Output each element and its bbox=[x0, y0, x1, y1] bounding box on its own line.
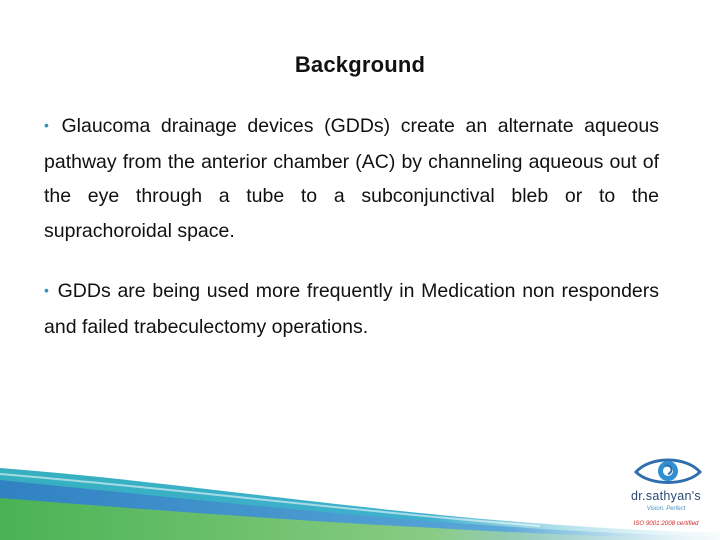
bullet-item-2 bbox=[44, 274, 659, 344]
bullet-marker: • bbox=[44, 282, 49, 298]
eye-icon bbox=[632, 452, 704, 488]
bullet-item-1 bbox=[44, 109, 659, 248]
bullet-marker: • bbox=[44, 117, 49, 133]
logo bbox=[618, 452, 714, 536]
bullet-text: GDDs are being used more frequently in Medication non responders and failed trabeculectomy operations. bbox=[44, 280, 660, 338]
decorative-waves bbox=[0, 440, 720, 540]
logo-name: dr.sathyan's bbox=[631, 489, 701, 503]
slide-title: Background bbox=[294, 52, 426, 77]
logo-certification: ISO 9001:2008 certified bbox=[633, 520, 699, 527]
bullet-list bbox=[44, 109, 659, 370]
bullet-text: Glaucoma drainage devices (GDDs) create an alternate aqueous pathway from the anterior chamber (AC) by channeling aqueous out of the eye through a tube to a subconjunctival bleb or to the suprachoroidal space. bbox=[44, 115, 659, 242]
logo-tagline: Vision. Perfect bbox=[646, 506, 686, 512]
